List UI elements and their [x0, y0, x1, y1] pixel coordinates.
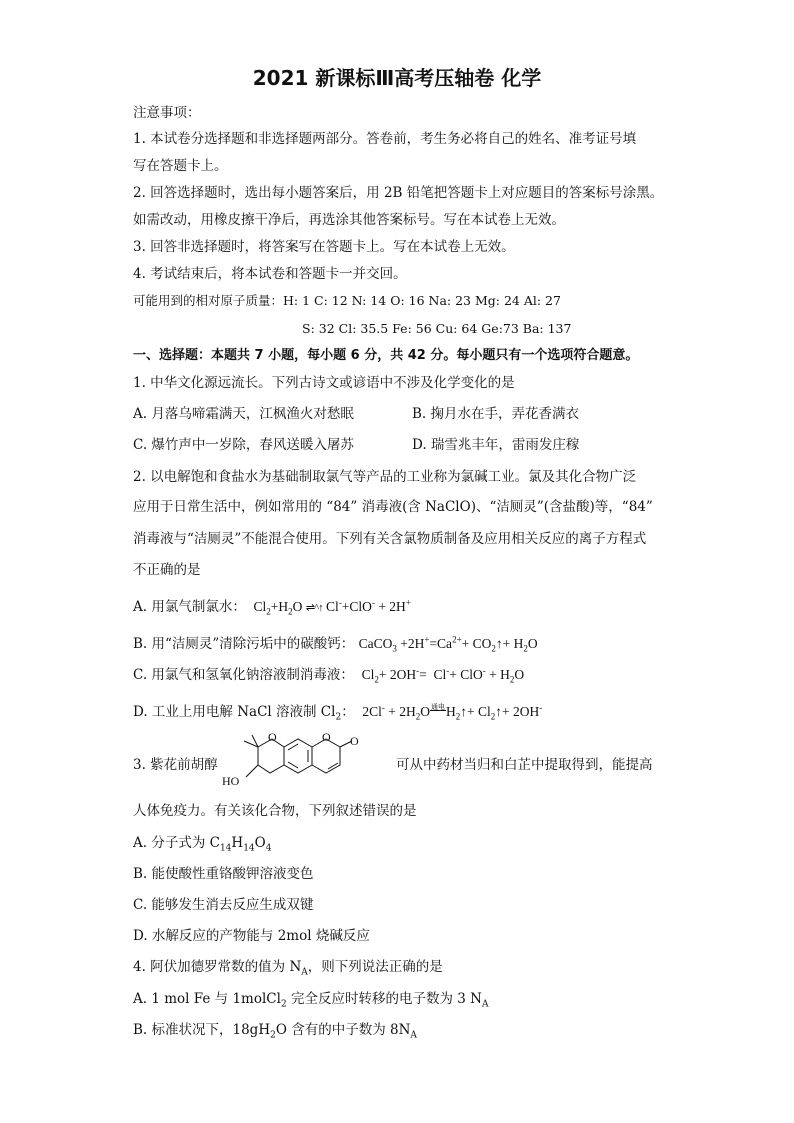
q2-option-d-equation: $2Cl^- + 2H_2O^{通电}$ $H_2↑+$ $Cl_2↑+ 2OH^-$ [359, 702, 543, 722]
page-title: 2021 新课标Ⅲ高考压轴卷 化学 [252, 66, 542, 90]
q2-option-b[interactable] [133, 635, 538, 653]
section-heading: 一、选择题：本题共 7 小题，每小题 6 分，共 42 分。每小题只有一个选项符合题意。 [133, 348, 639, 363]
atomic-mass-line-2: S: 32 Cl: 35.5 Fe: 56 Cu: 64 Ge:73 Ba: 137 [302, 321, 572, 336]
notice-line: 2. 回答选择题时，选出每小题答案后，用 2B 铅笔把答题卡上对应题目的答案标号涂黑。 [133, 185, 664, 201]
hydroxyl-label: HO [222, 774, 240, 788]
q2-option-a-label: A. 用氯气制氯水： [133, 599, 246, 615]
notice-line: 写在答题卡上。 [133, 158, 228, 174]
q2-option-c-equation: $Cl_2+ 2OH^-= Cl^-+ ClO^- + H_2O$ [358, 665, 525, 685]
ring-oxygen-label: O [268, 733, 277, 744]
question-4-stem: 4. 阿伏加德罗常数的值为 $N_A$，则下列说法正确的是 [133, 959, 443, 978]
q1-option-b[interactable]: B. 掬月水在手，弄花香满衣 [412, 406, 580, 422]
q2-option-b-equation: CaCO$_3$ $+2H^+=Ca^{2+}+$ $CO_2↑+ H_2O$ [358, 634, 538, 654]
question-2-stem: 2. 以电解饱和食盐水为基础制取氯气等产品的工业称为氯碱工业。氯及其化合物广泛 [133, 469, 637, 485]
electrolysis-label: 通电 [431, 703, 446, 711]
notice-line: 如需改动，用橡皮擦干净后，再选涂其他答案标号。写在本试卷上无效。 [133, 212, 565, 228]
carbonyl-oxygen-label: O [350, 734, 359, 748]
q1-option-a[interactable]: A. 月落乌啼霜满天，江枫渔火对愁眠 [133, 406, 354, 422]
question-2-stem: 消毒液与“洁厕灵”不能混合使用。下列有关含氯物质制备及应用相关反应的离子方程式 [133, 531, 647, 547]
lactone-oxygen-label: O [322, 733, 331, 744]
notice-line: 4. 考试结束后，将本试卷和答题卡一并交回。 [133, 266, 407, 282]
q3-option-d[interactable]: D. 水解反应的产物能与 2mol 烧碱反应 [133, 928, 370, 944]
q3-option-a[interactable]: A. 分子式为 $C_{14}H_{14}O_4$ [133, 835, 272, 854]
notice-heading: 注意事项： [133, 105, 201, 121]
notice-line: 3. 回答非选择题时，将答案写在答题卡上。写在本试卷上无效。 [133, 239, 515, 255]
q2-option-b-label: B. 用“洁厕灵”清除污垢中的碳酸钙： [133, 636, 355, 652]
q2-option-d-label: D. 工业上用电解 NaCl 溶液制 Cl [133, 704, 336, 720]
question-2-stem: 应用于日常生活中，例如常用的 “84” 消毒液(含 NaClO)、“洁厕灵”(含盐酸)等，“84” [133, 499, 653, 515]
q3-option-b[interactable]: B. 能使酸性重铬酸钾溶液变色 [133, 866, 314, 882]
q2-option-a-equation: $Cl_2+H_2O$ ⇌^↑ Cl-+ClO- + 2H+ [250, 597, 411, 617]
q4-option-b[interactable]: B. 标准状况下，$18gH_2O$ 含有的中子数为 $8N_A$ [133, 1022, 417, 1041]
q4-option-a[interactable]: A. 1 mol Fe 与 1molCl$_2$ 完全反应时转移的电子数为 3 $N_A$ [133, 991, 489, 1010]
atomic-mass-line-1: 可能用到的相对原子质量：H: 1 C: 12 N: 14 O: 16 Na: 23 Mg: 24 Al: 27 [133, 293, 561, 308]
q2-option-d-sub: 2 [335, 712, 342, 723]
question-3-stem: 3. 紫花前胡醇 [133, 757, 218, 773]
question-3-stem: 人体免疫力。有关该化合物，下列叙述错误的是 [133, 803, 417, 819]
question-3-stem: 可从中药材当归和白芷中提取得到，能提高 [396, 757, 653, 773]
q3-option-c[interactable]: C. 能够发生消去反应生成双键 [133, 897, 314, 913]
q2-option-c[interactable] [133, 666, 524, 684]
question-1-stem: 1. 中华文化源远流长。下列古诗文或谚语中不涉及化学变化的是 [133, 375, 515, 391]
q2-option-a[interactable] [133, 598, 411, 617]
molecule-structure-diagram [222, 733, 392, 793]
question-2-stem: 不正确的是 [133, 562, 201, 578]
q2-option-d[interactable]: D. 工业上用电解 NaCl 溶液制 $Cl_2$： $2Cl^- + 2H_2O^{通电}$ $H_2↑+$ $Cl_2↑+ 2OH^-$ [133, 702, 543, 723]
q1-option-c[interactable]: C. 爆竹声中一岁除，春风送暖入屠苏 [133, 437, 354, 453]
q1-option-d[interactable]: D. 瑞雪兆丰年，雷雨发庄稼 [412, 437, 580, 453]
notice-line: 1. 本试卷分选择题和非选择题两部分。答卷前，考生务必将自己的姓名、准考证号填 [133, 131, 637, 147]
q2-option-c-label: C. 用氯气和氢氧化钠溶液制消毒液： [133, 667, 354, 683]
